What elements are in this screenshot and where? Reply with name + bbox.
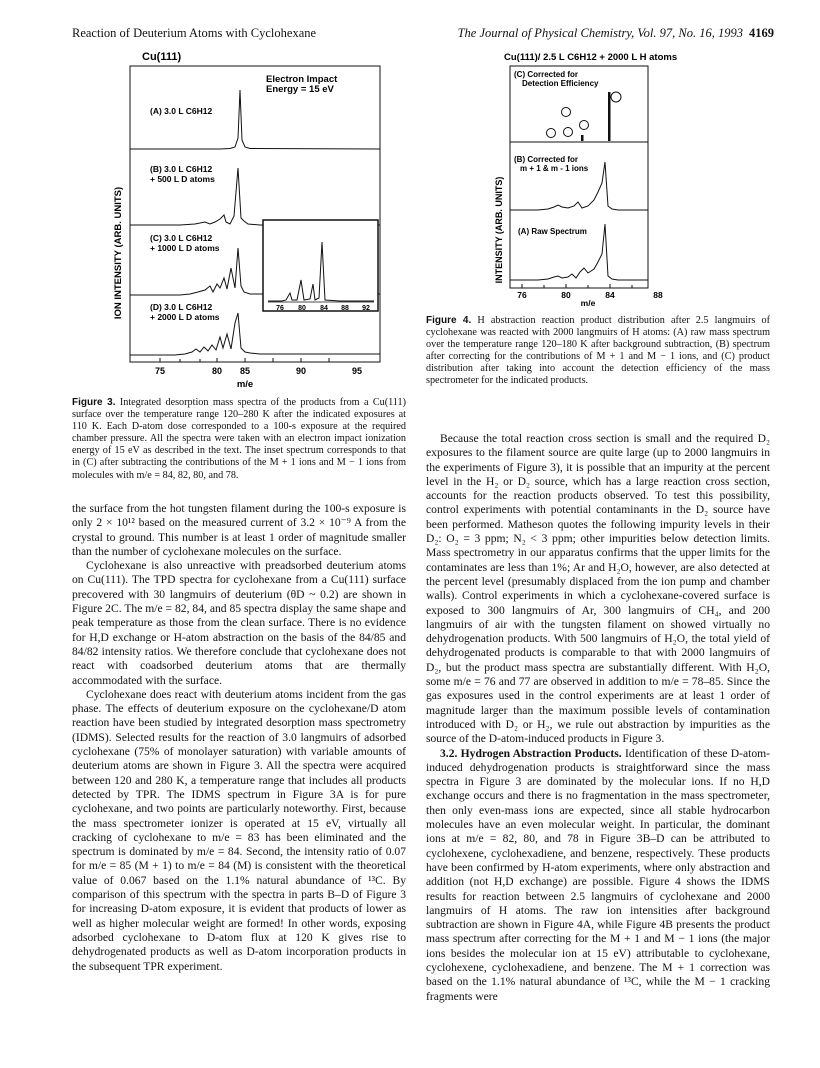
fig4-panel-a-label: (A) Raw Spectrum bbox=[518, 227, 587, 236]
fig3-panel-b-label-2: + 500 L D atoms bbox=[150, 174, 215, 184]
page-number: 4169 bbox=[749, 26, 774, 40]
fig4-x-tick: 84 bbox=[605, 290, 615, 300]
left-paragraph-1: the surface from the hot tungsten filament during the 100-s exposure is only 2 × 10¹² based on the measured current of 3.2 × 10⁻⁹ A from the crystal to ground. This number is at least 1 order of magnitude smaller than the number of cyclohexane molecules on the surface. bbox=[72, 502, 406, 558]
right-column bbox=[426, 432, 770, 1004]
section-heading: 3.2. Hydrogen Abstraction Products. bbox=[440, 746, 622, 760]
fig3-panel-c-label-2: + 1000 L D atoms bbox=[150, 243, 220, 253]
fig4-bar-tall bbox=[608, 92, 611, 141]
fig3-inset-tick: 76 bbox=[276, 305, 284, 312]
fig4-marker-circle bbox=[611, 92, 621, 102]
figure-3-caption-label: Figure 3. bbox=[72, 397, 116, 408]
running-header-journal bbox=[458, 26, 774, 41]
figure-4-caption bbox=[426, 315, 770, 388]
section-text: Identification of these D-atom-induced dehydrogenation products is straightforward since the mass spectra in Figure 3 are dominated by the molecular ions. If no H,D exchange occurs and there is no fragmentation in the mass spectrometer, then only even-mass ions are expected, since all stable hydrocarbon molecules have an even molecular weight. In particular, the dominant ions at m/e = 82, 80, and 78 in Figure 3B–D can be attributed to cyclohexene, cyclohexadiene, and benzene, respectively. These products have been confirmed by H-atom experiments, where only abstraction and addition (not H,D exchange) are possible. Figure 4 shows the IDMS results for reaction between 2.5 langmuirs of cyclohexane and 2000 langmuirs of H atoms. The raw ion intensities after background subtraction are shown in Figure 4A, while Figure 4B presents the product mass spectrum after correcting for the M + 1 and M − 1 ions (the major ions besides the molecular ion at 15 eV) attributable to cyclohexane, cyclohexene, cyclohexadiene, and benzene. The M + 1 correction was based on the 1.1% natural abundance of ¹³C, while the M − 1 cracking fragments were bbox=[426, 746, 770, 1003]
right-paragraph-1: Because the total reaction cross section is small and the required D₂ exposures to the filament source are quite large (up to 2000 langmuirs in the experiments of Figure 3), it is possible that an impurity at the percent level in the H₂ or D₂ source, which has a large reaction cross section, accounts for the reaction products observed. To test this possibility, control experiments with potential contaminants in the D₂ source have been performed. Matheson quotes the following impurity levels in their D₂: O₂ = 3 ppm; N₂ < 3 ppm; other impurities below detection limits. Mass spectrometry in our apparatus confirms that the upper limits for the contaminates are less than 1%; Ar and H₂O, however, are also detected at the percent level (presumably displaced from the ion pump and chamber walls). Control experiments in which a cyclohexane-covered surface is exposed to 300 langmuirs of Ar, 300 langmuirs of CH₄, and 200 langmuirs of air with the tungsten filament on showed virtually no dehydrogenation products. With 500 langmuirs of H₂O, the total yield of dehydrogenated products is comparable to that with 2000 langmuirs of D₂, but the product mass spectra are substantially different. With H₂O, some m/e = 76 and 77 are observed in addition to m/e = 78–85. Since the gas exposures used in the control experiments are at least 1 order of magnitude larger than the maximum possible levels of contamination introduced with D₂ or H₂, we rule out abstraction by impurities as the source of the D-atom-induced products in Figure 3. bbox=[426, 432, 770, 746]
figure-3-caption-text: Integrated desorption mass spectra of the products from a Cu(111) surface over the temperature range 120–280 K after the indicated exposures at 110 K. Each D-atom dose corresponded to a 100-s exposure at the required chamber pressure. All the spectra were taken with an electron impact ionization energy of 15 eV as described in the text. The inset spectrum corresponds to that in (C) after subtracting the contributions of the M + 1 ions and M − 1 ions from molecules with m/e = 84, 82, 80, and 78. bbox=[72, 397, 407, 481]
fig4-panel-b-label-1: (B) Corrected for bbox=[514, 155, 579, 164]
fig3-x-axis bbox=[160, 358, 329, 362]
fig4-ylabel: INTENSITY (ARB. UNITS) bbox=[494, 176, 504, 284]
fig4-marker-circle bbox=[547, 129, 556, 138]
fig3-panel-d-label-1: (D) 3.0 L C6H12 bbox=[150, 302, 213, 312]
fig4-marker-circle bbox=[564, 128, 573, 137]
section-3-2-paragraph bbox=[426, 747, 770, 1004]
fig4-marker-circle bbox=[562, 108, 571, 117]
fig3-ylabel: ION INTENSITY (ARB. UNITS) bbox=[113, 186, 124, 320]
fig4-panel-b-label-2: m + 1 & m - 1 ions bbox=[520, 164, 589, 173]
figure-3 bbox=[100, 48, 400, 396]
fig3-panel-d-label-2: + 2000 L D atoms bbox=[150, 312, 220, 322]
fig3-inset-tick: 92 bbox=[362, 305, 370, 312]
fig4-x-tick: 80 bbox=[561, 290, 571, 300]
fig4-x-axis bbox=[522, 284, 632, 288]
fig3-x-tick: 85 bbox=[239, 366, 251, 376]
fig3-panel-b-label-1: (B) 3.0 L C6H12 bbox=[150, 164, 213, 174]
fig3-xlabel: m/e bbox=[236, 379, 254, 390]
left-paragraph-3: Cyclohexane does react with deuterium atoms incident from the gas phase. The effects of deuterium exposure on the cyclohexane/D atom reaction have been studied by integrated desorption mass spectrometry (IDMS). Selected results for the reaction of 3.0 langmuirs of adsorbed cyclohexane (75% of monolayer saturation) with variable amounts of deuterium atoms are shown in Figure 3. All the spectra were acquired between 120 and 280 K, a temperature range that includes all products detected by TPR. The IDMS spectrum in Figure 3A is for pure cyclohexane, and two points are particularly noteworthy. First, because the mass spectrometer ionizer is operated at 15 eV, virtually all cracking of cyclohexane to m/e = 83 has been eliminated and the spectrum is dominated by m/e = 84. Second, the intensity ratio of 0.07 for m/e = 85 (M + 1) to m/e = 84 (M) is consistent with the theoretical value of 0.067 based on the 1.1% natural abundance of ¹³C. By comparison of this spectrum with the spectra in parts B–D of Figure 3 for increasing D-atom exposure, it is evident that products of lower as well as higher molecular weight are formed! In other words, exposing adsorbed cyclohexane to D-atom flux at 120 K gives rise to dehydrogenated products as well as D-atom incorporation products in the subsequent TPR experiment. bbox=[72, 687, 406, 973]
fig3-annotation-2: Energy = 15 eV bbox=[266, 84, 334, 95]
fig3-x-tick: 90 bbox=[295, 366, 307, 376]
fig3-inset-tick: 88 bbox=[341, 305, 349, 312]
fig3-inset bbox=[263, 220, 378, 312]
fig4-panel-c-label-2: Detection Efficiency bbox=[522, 79, 599, 88]
left-column bbox=[72, 502, 406, 974]
fig3-panel-a-label: (A) 3.0 L C6H12 bbox=[150, 106, 213, 116]
fig4-bar-short bbox=[581, 135, 584, 141]
fig3-x-tick: 80 bbox=[211, 366, 223, 376]
fig3-inset-tick: 80 bbox=[298, 305, 306, 312]
figure-3-caption bbox=[72, 397, 406, 482]
figure-4 bbox=[488, 48, 708, 306]
figure-4-caption-text: H abstraction reaction product distribution after 2.5 langmuirs of cyclohexane was reacted with 2000 langmuirs of H atoms: (A) raw mass spectrum over the temperature range 120–180 K after background subtraction, (B) spectrum after correcting for the contributions of M + 1 and M − 1 ions, and (C) product distribution after taking into account the detection efficiency of the mass spectrometer for the indicated products. bbox=[426, 315, 770, 387]
fig3-x-tick: 95 bbox=[351, 366, 363, 376]
fig4-x-tick: 76 bbox=[517, 290, 527, 300]
fig3-inset-tick: 84 bbox=[320, 305, 328, 312]
left-paragraph-2: Cyclohexane is also unreactive with preadsorbed deuterium atoms on Cu(111). The TPD spectra for cyclohexane from a Cu(111) surface precovered with 30 langmuirs of deuterium (θD ~ 0.2) are shown in Figure 2C. The m/e = 82, 84, and 85 spectra display the same shape and peak temperature as those from the clean surface. There is no evidence for H,D exchange or H-atom abstraction on the basis of the 84/85 and 84/82 intensity ratios. We therefore conclude that cyclohexane does not react with coadsorbed deuterium atoms that are thermally accommodated with the surface. bbox=[72, 559, 406, 687]
fig3-x-ticks bbox=[155, 366, 362, 376]
fig3-title: Cu(111) bbox=[142, 51, 182, 63]
fig3-spectrum-a bbox=[130, 90, 380, 149]
fig4-title: Cu(111)/ 2.5 L C6H12 + 2000 L H atoms bbox=[504, 52, 678, 63]
journal-citation: The Journal of Physical Chemistry, Vol. 97, No. 16, 1993 bbox=[457, 26, 743, 40]
fig3-x-tick: 75 bbox=[154, 366, 166, 376]
fig4-xlabel: m/e bbox=[580, 298, 596, 306]
fig3-panel-c-label-1: (C) 3.0 L C6H12 bbox=[150, 233, 213, 243]
fig4-panel-c-label-1: (C) Corrected for bbox=[514, 70, 579, 79]
fig4-frame bbox=[510, 66, 648, 288]
figure-4-caption-label: Figure 4. bbox=[426, 315, 472, 326]
running-header-title: Reaction of Deuterium Atoms with Cyclohexane bbox=[72, 26, 317, 40]
fig4-marker-circle bbox=[580, 121, 589, 130]
fig3-annotation-1: Electron Impact bbox=[266, 74, 338, 85]
fig4-x-tick: 88 bbox=[653, 290, 663, 300]
